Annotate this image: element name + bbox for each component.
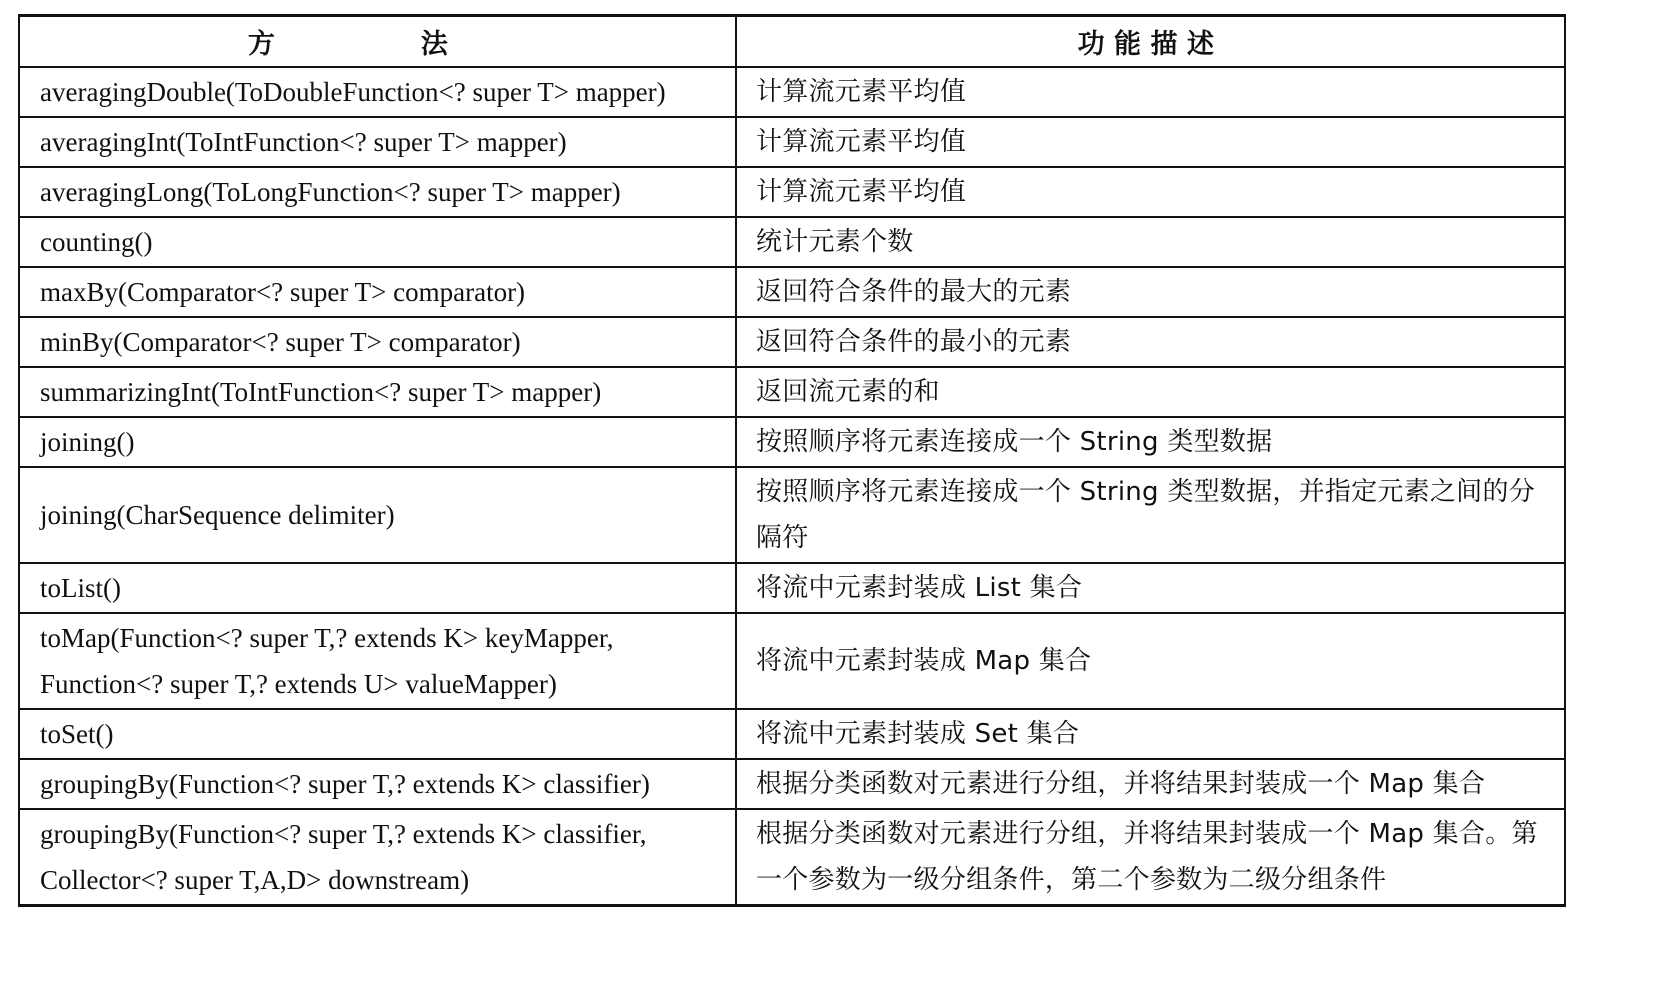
table-header-row — [19, 16, 1565, 68]
description-cell: 计算流元素平均值 — [736, 117, 1565, 167]
table-row — [19, 267, 1565, 317]
method-cell: averagingDouble(ToDoubleFunction<? super T> mapper) — [19, 67, 736, 117]
table-row — [19, 809, 1565, 906]
table-row — [19, 563, 1565, 613]
description-cell: 将流中元素封装成 Set 集合 — [736, 709, 1565, 759]
table-row — [19, 417, 1565, 467]
description-cell: 返回流元素的和 — [736, 367, 1565, 417]
table-row — [19, 613, 1565, 709]
description-cell: 统计元素个数 — [736, 217, 1565, 267]
method-cell: summarizingInt(ToIntFunction<? super T> mapper) — [19, 367, 736, 417]
method-cell: toSet() — [19, 709, 736, 759]
description-cell: 将流中元素封装成 List 集合 — [736, 563, 1565, 613]
collectors-method-table-container — [18, 14, 1564, 907]
table-row — [19, 367, 1565, 417]
description-cell: 返回符合条件的最小的元素 — [736, 317, 1565, 367]
method-cell: joining(CharSequence delimiter) — [19, 467, 736, 563]
table-row — [19, 467, 1565, 563]
table-row — [19, 759, 1565, 809]
column-header-description: 功能描述 — [736, 16, 1565, 68]
description-cell: 返回符合条件的最大的元素 — [736, 267, 1565, 317]
description-cell: 按照顺序将元素连接成一个 String 类型数据，并指定元素之间的分隔符 — [736, 467, 1565, 563]
description-cell: 计算流元素平均值 — [736, 67, 1565, 117]
column-header-method: 方 法 — [19, 16, 736, 68]
method-cell: maxBy(Comparator<? super T> comparator) — [19, 267, 736, 317]
method-cell: counting() — [19, 217, 736, 267]
method-cell: minBy(Comparator<? super T> comparator) — [19, 317, 736, 367]
method-cell: averagingLong(ToLongFunction<? super T> mapper) — [19, 167, 736, 217]
description-cell: 根据分类函数对元素进行分组，并将结果封装成一个 Map 集合 — [736, 759, 1565, 809]
method-cell: groupingBy(Function<? super T,? extends K> classifier, Collector<? super T,A,D> downstream) — [19, 809, 736, 906]
method-cell: groupingBy(Function<? super T,? extends K> classifier) — [19, 759, 736, 809]
table-row — [19, 709, 1565, 759]
table-row — [19, 67, 1565, 117]
description-cell: 根据分类函数对元素进行分组，并将结果封装成一个 Map 集合。第一个参数为一级分组条件，第二个参数为二级分组条件 — [736, 809, 1565, 906]
method-cell: toList() — [19, 563, 736, 613]
table-row — [19, 317, 1565, 367]
table-row — [19, 217, 1565, 267]
description-cell: 按照顺序将元素连接成一个 String 类型数据 — [736, 417, 1565, 467]
method-cell: averagingInt(ToIntFunction<? super T> mapper) — [19, 117, 736, 167]
method-cell: toMap(Function<? super T,? extends K> keyMapper, Function<? super T,? extends U> valueMapper) — [19, 613, 736, 709]
description-cell: 将流中元素封装成 Map 集合 — [736, 613, 1565, 709]
description-cell: 计算流元素平均值 — [736, 167, 1565, 217]
method-cell: joining() — [19, 417, 736, 467]
table-row — [19, 117, 1565, 167]
collectors-method-table — [18, 14, 1566, 907]
table-row — [19, 167, 1565, 217]
